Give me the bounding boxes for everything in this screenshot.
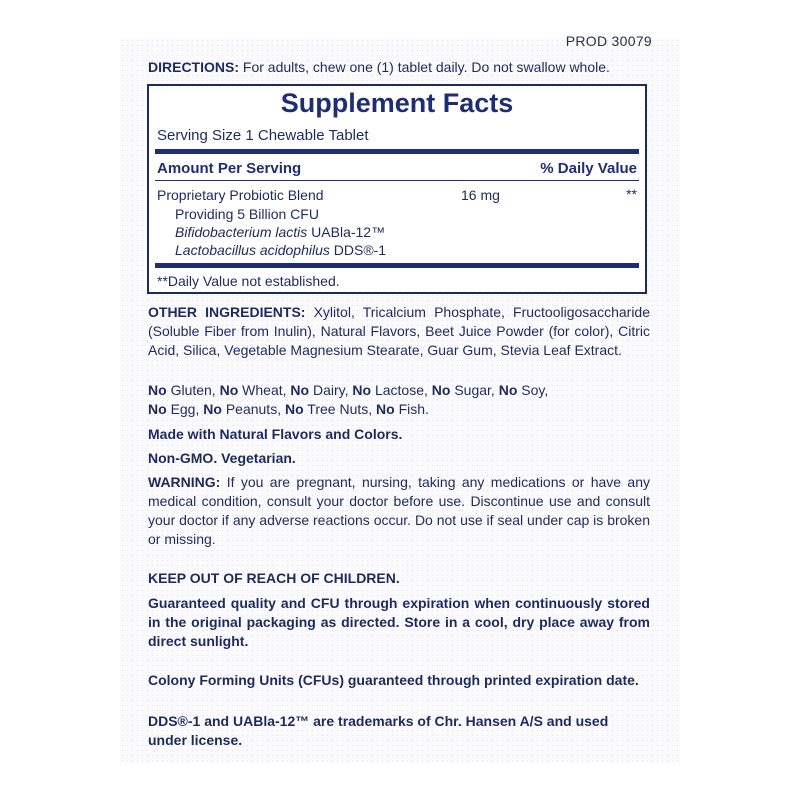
strain-2-mark: DDS®-1 xyxy=(333,242,387,258)
supplement-facts-panel xyxy=(147,84,647,294)
warning-text: If you are pregnant, nursing, taking any medications or have any medical condition, consult your doctor before use. Discontinue use and consult your doctor if any adverse reactions occur. Do not use if seal under cap is broken or missing. xyxy=(148,474,650,547)
trademark-note: DDS®-1 and UABla-12™ are trademarks of Chr. Hansen A/S and used under license. xyxy=(148,713,609,748)
other-ingredients xyxy=(148,303,650,360)
guarantee-note: Guaranteed quality and CFU through expiration when continuously stored in the original packaging as directed. Store in a cool, dry place away from direct sunlight. xyxy=(148,595,650,649)
warning xyxy=(148,473,650,549)
strain-2-name: Lactobacillus acidophilus xyxy=(175,242,330,258)
cfu-line: Providing 5 Billion CFU xyxy=(175,206,319,222)
warning-label: WARNING: xyxy=(148,474,221,490)
thick-divider-bottom xyxy=(155,263,639,268)
thick-divider xyxy=(155,149,639,154)
natural-flavors-note: Made with Natural Flavors and Colors. xyxy=(148,426,403,442)
cfu-guarantee-note: Colony Forming Units (CFUs) guaranteed through printed expiration date. xyxy=(148,672,639,688)
directions-body: For adults, chew one (1) tablet daily. Do not swallow whole. xyxy=(242,59,610,75)
thin-divider xyxy=(155,180,639,181)
ingredient-name: Proprietary Probiotic Blend xyxy=(157,187,324,203)
free-from-list: No Gluten, No Wheat, No Dairy, No Lactose, No Sugar, No Soy, No Egg, No Peanuts, No Tree Nuts, No Fish. xyxy=(148,382,549,417)
non-gmo-note: Non-GMO. Vegetarian. xyxy=(148,450,296,466)
ingredient-amount: 16 mg xyxy=(461,187,500,203)
supplement-facts-title: Supplement Facts xyxy=(280,88,514,118)
amount-per-serving-header: Amount Per Serving xyxy=(157,160,302,177)
strain-1 xyxy=(175,224,385,240)
other-ingredients-text: Xylitol, Tricalcium Phosphate, Fructooligosaccharide (Soluble Fiber from Inulin), Natural Flavors, Beet Juice Powder (for color), Citric Acid, Silica, Vegetable Magnesium Stearate, Guar Gum, Stevia Leaf Extract. xyxy=(148,304,650,358)
directions-text xyxy=(148,59,668,75)
strain-1-name: Bifidobacterium lactis xyxy=(175,224,308,240)
daily-value-header: % Daily Value xyxy=(540,160,637,177)
strain-1-mark: UABla-12™ xyxy=(311,224,386,240)
ingredient-dv: ** xyxy=(626,186,637,202)
keep-out-note: KEEP OUT OF REACH OF CHILDREN. xyxy=(148,570,400,586)
strain-2 xyxy=(175,242,386,258)
serving-size: Serving Size 1 Chewable Tablet xyxy=(157,127,369,144)
directions-label: DIRECTIONS: xyxy=(148,59,239,75)
other-ingredients-label: OTHER INGREDIENTS: xyxy=(148,304,306,320)
daily-value-footnote: **Daily Value not established. xyxy=(157,273,340,289)
product-code: PROD 30079 xyxy=(565,33,652,49)
